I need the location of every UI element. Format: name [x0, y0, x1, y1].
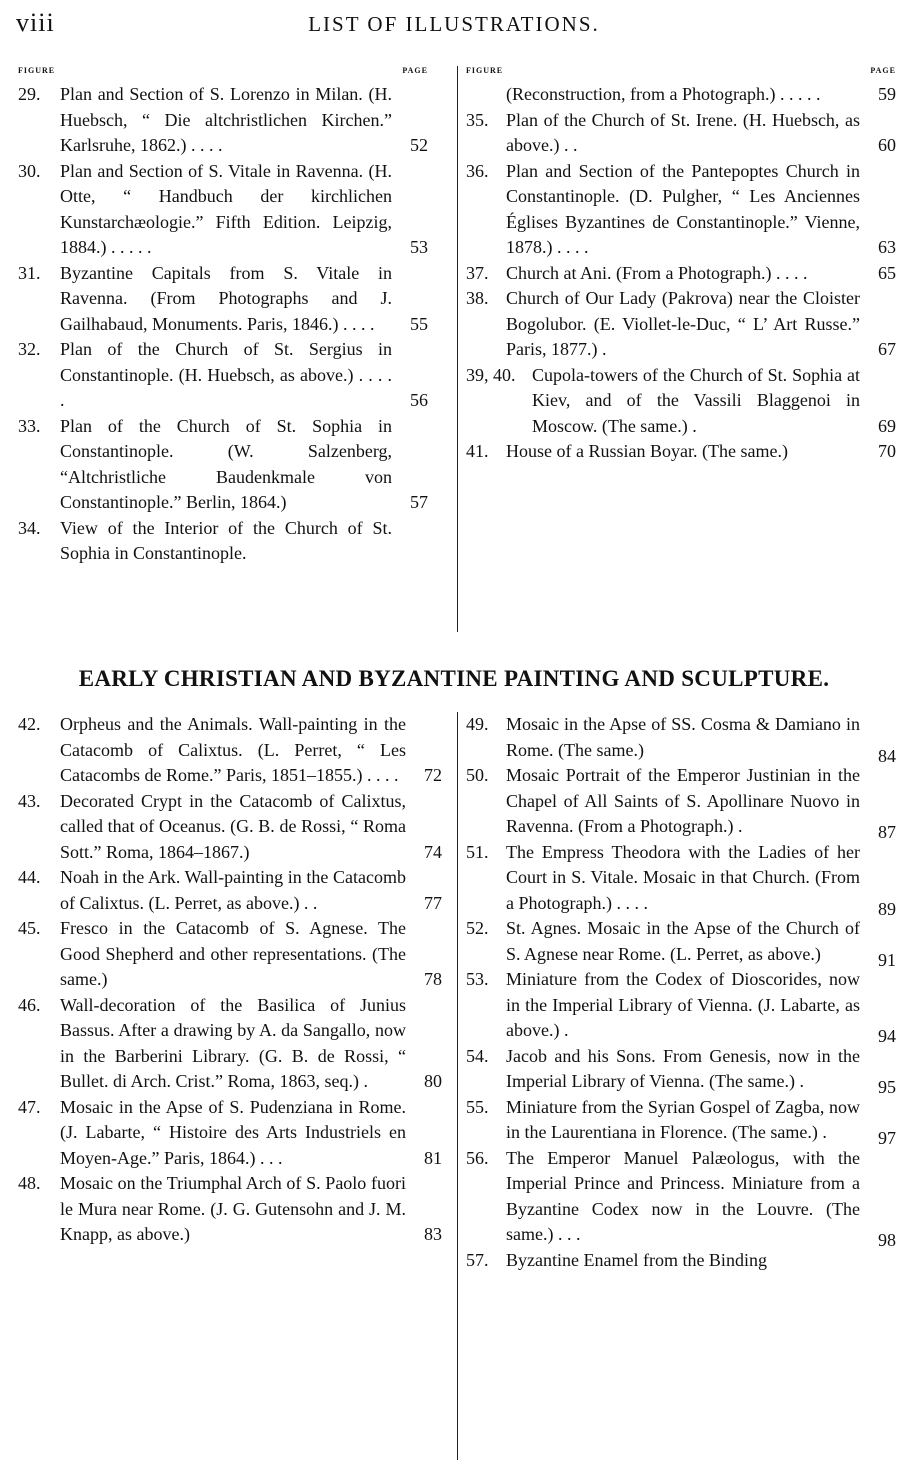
illustration-entry	[466, 763, 896, 840]
figure-number: 57.	[466, 1249, 489, 1270]
illustration-entry	[466, 1248, 896, 1274]
page-reference: 77	[424, 892, 442, 913]
figure-description: Plan of the Church of St. Irene. (H. Huebsch, as above.) . .	[506, 109, 860, 155]
page-reference: 53	[410, 237, 428, 257]
page-reference: 98	[878, 1230, 896, 1250]
upper-left-column	[18, 66, 428, 567]
illustration-entry	[466, 916, 896, 970]
page-reference: 67	[878, 339, 896, 359]
page-head: PAGE	[870, 66, 896, 75]
page-reference: 65	[878, 262, 896, 283]
column-head	[466, 66, 896, 82]
page-reference: 57	[410, 492, 428, 512]
figure-description: View of the Interior of the Church of St. Sophia in Constantinople.	[60, 517, 392, 563]
illustration-entry	[18, 337, 428, 414]
figure-number: 49.	[466, 714, 489, 734]
figure-description: Church of Our Lady (Pakrova) near the Cloister Bogolubor. (E. Viollet-le-Duc, “ L’ Art Russe.” Paris, 1877.) .	[506, 288, 860, 359]
section-heading: EARLY CHRISTIAN AND BYZANTINE PAINTING AND SCULPTURE.	[78, 666, 830, 691]
figure-number: 33.	[18, 415, 41, 436]
figure-number	[466, 82, 506, 108]
illustration-entry	[466, 159, 896, 261]
page-reference: 97	[878, 1128, 896, 1148]
illustration-entry	[466, 286, 896, 363]
page-reference: 95	[878, 1077, 896, 1097]
figure-number: 34.	[18, 517, 41, 538]
page-reference: 60	[878, 135, 896, 155]
page-number: viii	[16, 8, 55, 37]
figure-number: 51.	[466, 841, 489, 862]
figure-description: Miniature from the Syrian Gospel of Zagba, now in the Laurentiana in Florence. (The same.) .	[506, 1096, 860, 1142]
figure-number: 32.	[18, 339, 41, 359]
figure-number: 37.	[466, 262, 489, 283]
illustration-entry	[18, 1095, 442, 1172]
page-reference: 70	[878, 441, 896, 461]
page-reference: 91	[878, 949, 896, 970]
figure-description: Orpheus and the Animals. Wall-painting in the Catacomb of Calixtus. (L. Perret, “ Les Catacombs de Rome.” Paris, 1851–1855.) . . . .	[60, 714, 406, 785]
illustration-entry	[18, 159, 428, 261]
figure-description: Fresco in the Catacomb of S. Agnese. The Good Shepherd and other representations. (The same.)	[60, 918, 406, 989]
lower-right-column	[466, 712, 896, 1273]
illustration-entry	[466, 1044, 896, 1095]
figures-head: FIGURE	[466, 66, 504, 75]
figure-description: St. Agnes. Mosaic in the Apse of the Church of S. Agnese near Rome. (L. Perret, as above.)	[506, 918, 860, 964]
illustration-entry	[18, 82, 428, 159]
page-reference: 56	[410, 390, 428, 410]
figure-number: 42.	[18, 714, 41, 734]
illustration-entry	[18, 712, 442, 789]
figure-number: 50.	[466, 765, 489, 785]
figure-description: The Empress Theodora with the Ladies of her Court in S. Vitale. Mosaic in that Church. (From a Photograph.) . . . .	[506, 841, 860, 913]
illustration-entry	[18, 516, 428, 567]
column-divider	[457, 712, 458, 1460]
figure-description: Cupola-towers of the Church of St. Sophia at Kiev, and of the Vassili Blaggenoi in Moscow. (The same.) .	[532, 364, 860, 436]
figure-number: 45.	[18, 918, 41, 938]
upper-right-column	[466, 66, 896, 465]
illustration-entry	[466, 967, 896, 1044]
illustration-entry	[466, 1095, 896, 1146]
figure-number: 56.	[466, 1147, 489, 1168]
figure-description: (Reconstruction, from a Photograph.) . . . . .	[506, 84, 821, 104]
illustration-entry	[18, 916, 442, 993]
illustration-entry	[18, 1171, 442, 1248]
page-reference: 80	[424, 1071, 442, 1091]
figure-description: Mosaic on the Triumphal Arch of S. Paolo fuori le Mura near Rome. (J. G. Gutensohn and J. M. Knapp, as above.)	[60, 1173, 406, 1244]
page-reference: 89	[878, 898, 896, 919]
figure-description: Jacob and his Sons. From Genesis, now in the Imperial Library of Vienna. (The same.) .	[506, 1045, 860, 1091]
figure-description: House of a Russian Boyar. (The same.)	[506, 441, 788, 461]
figure-description: Mosaic in the Apse of S. Pudenziana in Rome. (J. Labarte, “ Histoire des Arts Industriels en Moyen-Age.” Paris, 1864.) . . .	[60, 1096, 406, 1168]
figure-number: 36.	[466, 160, 489, 181]
illustration-entry	[466, 439, 896, 465]
page-reference: 69	[878, 415, 896, 436]
illustration-entry	[18, 261, 428, 338]
illustration-entry	[18, 993, 442, 1095]
figure-description: Decorated Crypt in the Catacomb of Calixtus, called that of Oceanus. (G. B. de Rossi, “ Roma Sott.” Roma, 1864–1867.)	[60, 790, 406, 862]
figure-number: 55.	[466, 1096, 489, 1117]
figure-number: 46.	[18, 994, 41, 1015]
figure-number: 31.	[18, 262, 41, 283]
figure-number: 52.	[466, 918, 489, 938]
illustration-entry	[18, 789, 442, 866]
column-head	[18, 66, 428, 82]
illustration-entry	[466, 363, 896, 440]
figure-number: 30.	[18, 160, 41, 181]
figure-description: Plan of the Church of St. Sergius in Constantinople. (H. Huebsch, as above.) . . . . .	[60, 339, 392, 410]
page-reference: 59	[878, 84, 896, 104]
figure-description: Wall-decoration of the Basilica of Junius Bassus. After a drawing by A. da Sangallo, now in the Barberini Library. (G. B. de Rossi, “ Bullet. di Arch. Crist.” Roma, 1863, seq.) .	[60, 994, 406, 1091]
figure-description: Church at Ani. (From a Photograph.) . . . .	[506, 262, 808, 283]
page-reference: 94	[878, 1026, 896, 1046]
running-title: LIST OF ILLUSTRATIONS.	[308, 12, 600, 36]
illustration-entry	[466, 82, 896, 108]
page-reference: 81	[424, 1147, 442, 1168]
page-reference: 63	[878, 237, 896, 257]
illustration-entry	[466, 840, 896, 917]
figure-number: 35.	[466, 109, 489, 130]
figure-number: 44.	[18, 867, 41, 887]
illustration-entry	[466, 261, 896, 287]
figure-description: The Emperor Manuel Palæologus, with the Imperial Prince and Princess. Miniature from a Byzantine Codex now in the Louvre. (The same.) . . .	[506, 1147, 860, 1244]
page-head: PAGE	[402, 66, 428, 75]
page-reference: 72	[424, 765, 442, 785]
figure-description: Mosaic Portrait of the Emperor Justinian in the Chapel of All Saints of S. Apollinare Nuovo in Ravenna. (From a Photograph.) .	[506, 765, 860, 836]
figure-description: Byzantine Enamel from the Binding	[506, 1249, 767, 1270]
page-reference: 74	[424, 841, 442, 862]
figure-description: Byzantine Capitals from S. Vitale in Ravenna. (From Photographs and J. Gailhabaud, Monuments. Paris, 1846.) . . . .	[60, 262, 392, 334]
figure-description: Plan and Section of the Pantepoptes Church in Constantinople. (D. Pulgher, “ Les Anciennes Églises Byzantines de Constantinople.” Vienne, 1878.) . . . .	[506, 160, 860, 257]
illustration-entry	[466, 1146, 896, 1248]
illustration-entry	[466, 712, 896, 766]
figure-description: Plan and Section of S. Lorenzo in Milan. (H. Huebsch, “ Die altchristlichen Kirchen.” Karlsruhe, 1862.) . . . .	[60, 84, 392, 155]
figure-number: 41.	[466, 441, 489, 461]
figure-description: Noah in the Ark. Wall-painting in the Catacomb of Calixtus. (L. Perret, as above.) . .	[60, 867, 406, 913]
page-reference: 83	[424, 1224, 442, 1244]
illustration-entry	[18, 865, 442, 916]
figure-number: 53.	[466, 969, 489, 989]
page-reference: 52	[410, 135, 428, 155]
figure-number: 54.	[466, 1045, 489, 1066]
figure-number: 29.	[18, 84, 41, 104]
illustration-entry	[18, 414, 428, 516]
figure-description: Plan and Section of S. Vitale in Ravenna. (H. Otte, “ Handbuch der kirchlichen Kunstarchæologie.” Fifth Edition. Leipzig, 1884.) . . . . .	[60, 160, 392, 257]
illustration-entry	[466, 108, 896, 159]
page-reference: 84	[878, 745, 896, 766]
figure-description: Plan of the Church of St. Sophia in Constantinople. (W. Salzenberg, “Altchristliche Baudenkmale von Constantinople.” Berlin, 1864.)	[60, 415, 392, 512]
figures-head: FIGURE	[18, 66, 56, 75]
lower-left-column	[18, 712, 442, 1248]
figure-number: 38.	[466, 288, 489, 308]
page-reference: 87	[878, 822, 896, 842]
figure-description: Miniature from the Codex of Dioscorides, now in the Imperial Library of Vienna. (J. Labarte, as above.) .	[506, 969, 860, 1040]
figure-number: 47.	[18, 1096, 41, 1117]
page-reference: 55	[410, 313, 428, 334]
figure-number: 39, 40.	[466, 364, 516, 385]
figure-description: Mosaic in the Apse of SS. Cosma & Damiano in Rome. (The same.)	[506, 714, 860, 760]
figure-number: 48.	[18, 1173, 41, 1193]
page-reference: 78	[424, 969, 442, 989]
figure-number: 43.	[18, 790, 41, 811]
column-divider	[457, 66, 458, 632]
